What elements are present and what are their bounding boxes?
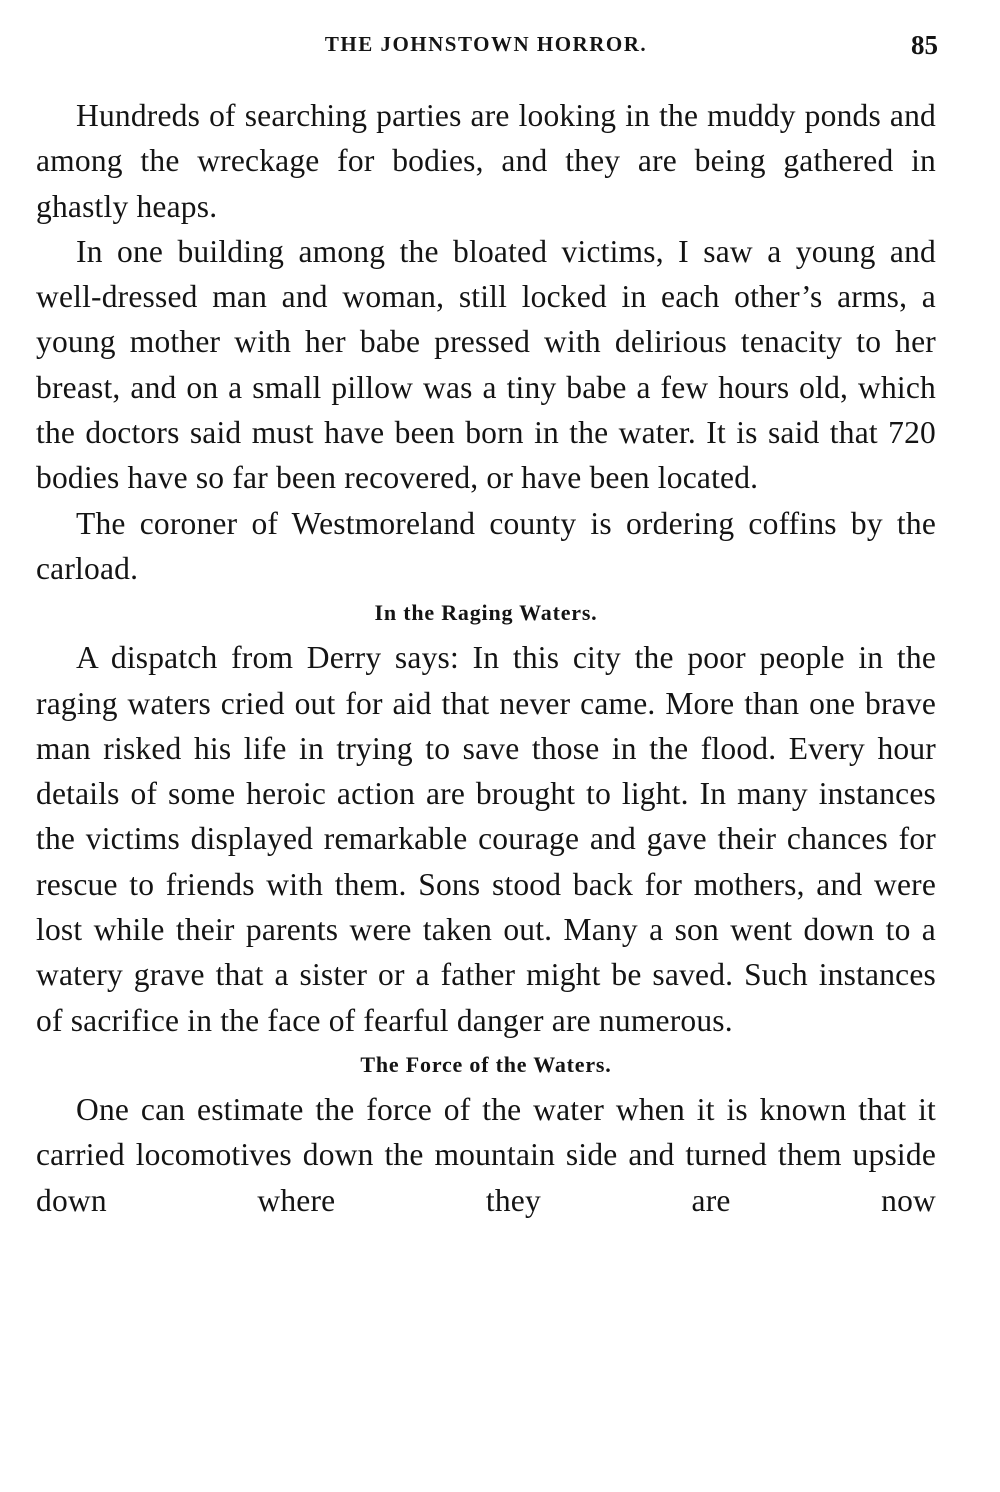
paragraph: One can estimate the force of the water when it is known that it carried locomotives down the mountain side and turned them upside down where they are now — [36, 1091, 936, 1218]
paragraph: Hundreds of searching parties are looking in the muddy ponds and among the wreckage for bodies, and they are being gathered in ghastly heaps. — [36, 98, 936, 224]
paragraph: The coroner of Westmoreland county is ordering coffins by the carload. — [36, 505, 936, 586]
page-number: 85 — [911, 30, 938, 60]
paragraph: In one building among the bloated victims, I saw a young and well-dressed man and woman, still locked in each other’s arms, a young mother with her babe pressed with delirious tenacity to her breast, and on a small pillow was a tiny babe a few hours old, which the doctors said must have been born in the water. It is said that 720 bodies have so far been recovered, or have been located. — [36, 233, 936, 496]
running-header — [36, 28, 936, 62]
paragraph: A dispatch from Derry says: In this city the poor people in the raging waters cried out for aid that never came. More than one brave man risked his life in trying to save those in the flood. Every hour details of some heroic action are brought to light. In many instances the victims displayed remarkable courage and gave their chances for rescue to friends with them. Sons stood back for mothers, and were lost while their parents were taken out. Many a son went down to a watery grave that a sister or a father might be saved. Such instances of sacrifice in the face of fearful danger are numerous. — [36, 640, 936, 1038]
running-title: THE JOHNSTOWN HORROR. — [324, 32, 648, 56]
page-body — [36, 93, 936, 1223]
section-heading-raging-waters: In the Raging Waters. — [374, 600, 598, 626]
section-heading-force-of-waters: The Force of the Waters. — [360, 1051, 612, 1077]
